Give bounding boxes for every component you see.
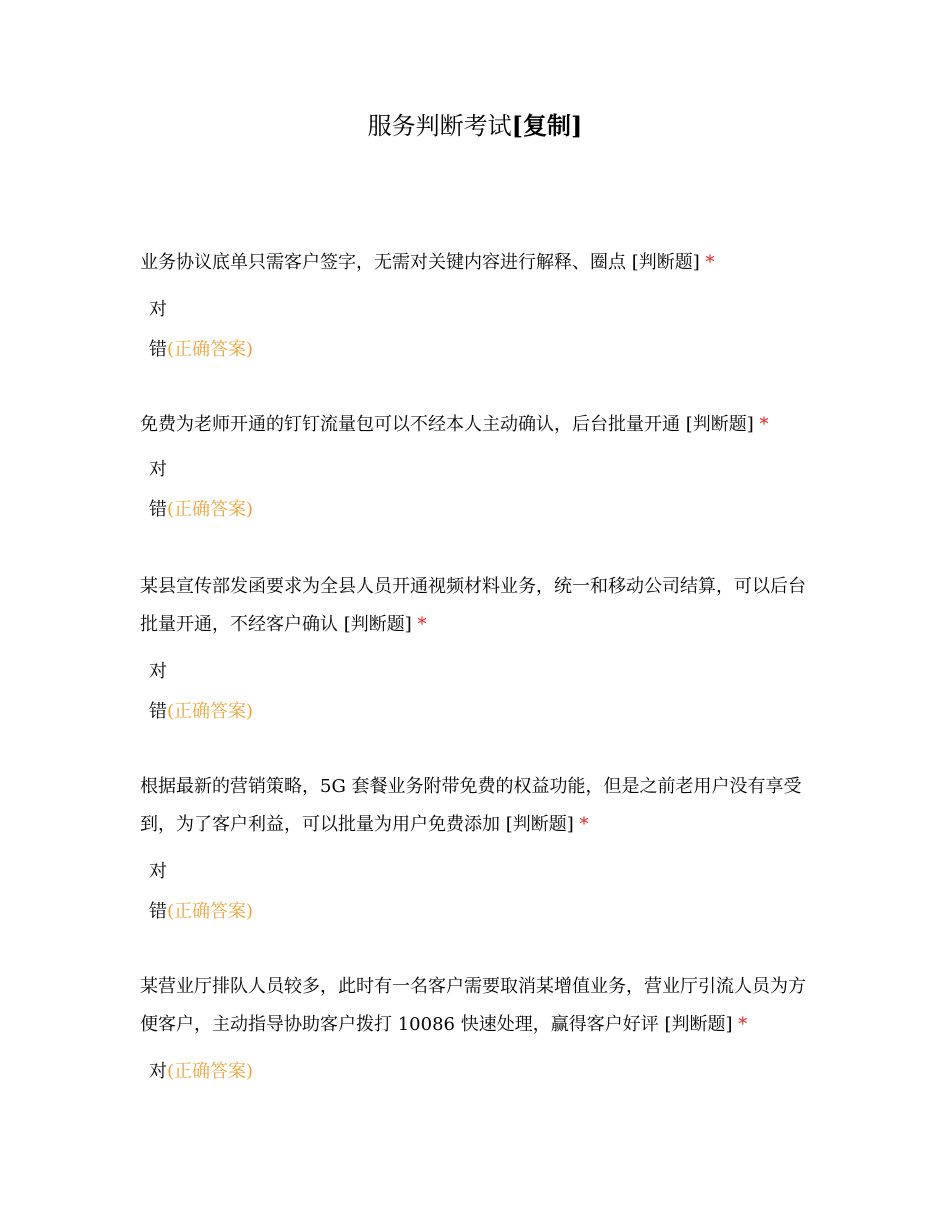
option-label: 错 [149, 339, 167, 360]
question-type-label: [判断题] [664, 1014, 733, 1035]
option-true[interactable] [149, 450, 816, 490]
question-2 [140, 406, 816, 530]
option-false[interactable] [149, 490, 816, 530]
title-main: 服务判断考试 [367, 112, 512, 140]
question-type-label: [判断题] [631, 252, 700, 273]
option-false[interactable] [149, 330, 816, 370]
question-text [140, 406, 816, 444]
correct-answer-tag: (正确答案) [167, 339, 254, 360]
option-label: 错 [149, 701, 167, 722]
question-1 [140, 244, 816, 370]
question-stem: 业务协议底单只需客户签字，无需对关键内容进行解释、圈点 [140, 252, 626, 273]
required-star: * [738, 1014, 748, 1035]
option-label: 对 [149, 459, 167, 480]
correct-answer-tag: (正确答案) [167, 1061, 254, 1082]
question-stem: 某营业厅排队人员较多，此时有一名客户需要取消某增值业务，营业厅引流人员为方便客户，主动指导协助客户拨打 10086 快速处理，赢得客户好评 [140, 976, 806, 1035]
question-4 [140, 768, 816, 932]
question-text [140, 768, 816, 844]
option-false[interactable] [149, 692, 816, 732]
question-text [140, 968, 816, 1044]
question-stem: 根据最新的营销策略，5G 套餐业务附带免费的权益功能，但是之前老用户没有享受到，为了客户利益，可以批量为用户免费添加 [140, 776, 802, 835]
question-type-label: [判断题] [505, 814, 574, 835]
page-title [0, 108, 950, 144]
correct-answer-tag: (正确答案) [167, 901, 254, 922]
required-star: * [705, 252, 715, 273]
question-type-label: [判断题] [343, 614, 412, 635]
required-star: * [417, 614, 427, 635]
option-label: 对 [149, 861, 167, 882]
option-label: 错 [149, 901, 167, 922]
option-label: 对 [149, 299, 167, 320]
correct-answer-tag: (正确答案) [167, 499, 254, 520]
title-suffix: [复制] [511, 111, 583, 140]
correct-answer-tag: (正确答案) [167, 701, 254, 722]
option-label: 对 [149, 1061, 167, 1082]
question-stem: 免费为老师开通的钉钉流量包可以不经本人主动确认，后台批量开通 [140, 414, 680, 435]
question-5 [140, 968, 816, 1092]
option-label: 错 [149, 499, 167, 520]
required-star: * [579, 814, 589, 835]
option-true[interactable] [149, 852, 816, 892]
question-3 [140, 568, 816, 732]
option-true[interactable] [149, 1052, 816, 1092]
option-label: 对 [149, 661, 167, 682]
question-text [140, 244, 816, 282]
option-true[interactable] [149, 290, 816, 330]
question-type-label: [判断题] [685, 414, 754, 435]
option-true[interactable] [149, 652, 816, 692]
required-star: * [759, 414, 769, 435]
question-stem: 某县宣传部发函要求为全县人员开通视频材料业务，统一和移动公司结算，可以后台批量开通，不经客户确认 [140, 576, 806, 635]
option-false[interactable] [149, 892, 816, 932]
question-text [140, 568, 816, 644]
